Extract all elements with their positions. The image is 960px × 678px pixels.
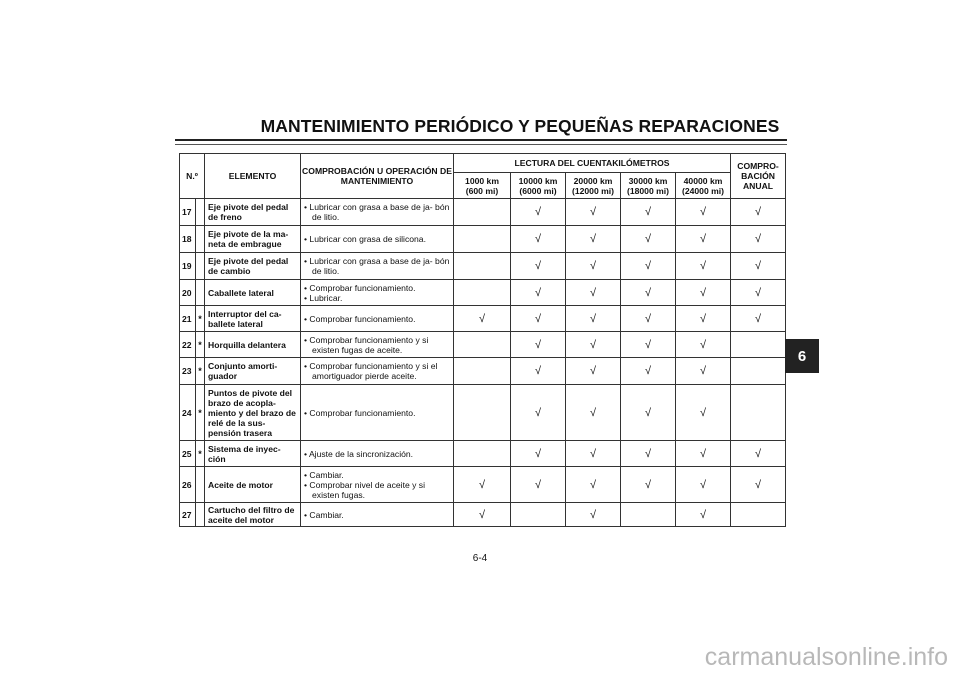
check-cell [731,503,786,527]
header-km-value: 10000 km [518,175,558,186]
operation-bullet: • Comprobar funcionamiento. [304,314,453,324]
row-operation [301,280,454,306]
row-element: Eje pivote de la ma- neta de embrague [205,226,301,253]
header-km-value: 40000 km [683,175,723,186]
check-mark-icon: √ [644,338,652,351]
check-cell [454,306,511,332]
check-mark-icon: √ [754,447,762,460]
check-mark-icon: √ [534,206,542,218]
check-mark-icon: √ [534,406,542,419]
check-cell [676,503,731,527]
check-mark-icon: √ [699,206,707,218]
check-cell [676,226,731,253]
check-cell [454,358,511,385]
check-cell [566,199,621,226]
check-mark-icon: √ [644,406,652,419]
row-element: Cartucho del filtro de aceite del motor [205,503,301,527]
watermark: carmanualsonline.info [704,643,948,671]
check-cell [566,441,621,467]
check-mark-icon: √ [589,233,597,245]
check-mark-icon: √ [754,260,762,272]
page-number: 6-4 [472,553,488,564]
check-mark-icon: √ [534,365,542,377]
check-cell [621,467,676,503]
check-cell [566,385,621,441]
check-mark-icon: √ [534,233,542,245]
check-cell [731,199,786,226]
header-element: ELEMENTO [205,154,301,199]
check-mark-icon: √ [754,478,762,491]
row-element: Caballete lateral [205,280,301,306]
header-mi-value: (600 mi) [465,185,499,196]
check-mark-icon: √ [699,312,707,325]
check-cell [676,441,731,467]
row-element: Conjunto amorti- guador [205,358,301,385]
row-operation [301,385,454,441]
row-element: Eje pivote del pedal de cambio [205,253,301,280]
check-mark-icon: √ [699,365,707,377]
check-mark-icon: √ [754,286,762,299]
header-km-col [566,173,621,199]
row-element: Puntos de pivote del brazo de acopla- miento y del brazo de relé de la sus- pensión trasera [205,385,301,441]
check-mark-icon: √ [589,286,597,299]
check-cell [621,199,676,226]
row-asterisk: * [196,358,205,385]
check-cell [454,385,511,441]
row-asterisk [196,253,205,280]
check-cell [731,226,786,253]
check-cell [511,467,566,503]
check-mark-icon: √ [754,312,762,325]
header-km-col [676,173,731,199]
check-mark-icon: √ [589,206,597,218]
row-asterisk: * [196,385,205,441]
check-cell [621,385,676,441]
table-row [180,385,786,441]
table-row [180,332,786,358]
check-cell [511,332,566,358]
row-number: 23 [180,358,196,385]
row-operation [301,467,454,503]
check-cell [731,441,786,467]
check-cell [454,332,511,358]
check-mark-icon: √ [534,286,542,299]
check-cell [566,358,621,385]
check-cell [621,306,676,332]
check-mark-icon: √ [699,338,707,351]
operation-bullet: • Comprobar funcionamiento y si existen fugas de aceite. [304,335,453,355]
row-element: Eje pivote del pedal de freno [205,199,301,226]
check-cell [566,503,621,527]
check-cell [621,441,676,467]
row-asterisk: * [196,332,205,358]
page-title: MANTENIMIENTO PERIÓDICO Y PEQUEÑAS REPARACIONES [260,116,780,136]
row-asterisk [196,199,205,226]
check-cell [621,280,676,306]
operation-bullet: • Lubricar. [304,293,453,303]
operation-bullet: • Lubricar con grasa a base de ja- bón de litio. [304,256,453,276]
check-cell [454,467,511,503]
check-cell [511,441,566,467]
check-cell [454,280,511,306]
operation-bullet: • Comprobar nivel de aceite y si existen fugas. [304,480,453,500]
check-cell [511,253,566,280]
row-operation [301,253,454,280]
check-mark-icon: √ [644,286,652,299]
check-cell [731,467,786,503]
check-cell [731,306,786,332]
table-row [180,467,786,503]
check-cell [676,467,731,503]
row-number: 17 [180,199,196,226]
check-mark-icon: √ [589,478,597,491]
check-mark-icon: √ [589,338,597,351]
check-cell [566,226,621,253]
check-mark-icon: √ [644,365,652,377]
table-row [180,253,786,280]
check-mark-icon: √ [699,508,707,521]
check-mark-icon: √ [478,478,486,491]
check-cell [454,441,511,467]
check-cell [676,385,731,441]
header-mi-value: (6000 mi) [519,185,557,196]
row-operation [301,441,454,467]
check-mark-icon: √ [589,447,597,460]
row-element: Horquilla delantera [205,332,301,358]
check-mark-icon: √ [699,447,707,460]
check-mark-icon: √ [754,233,762,245]
check-mark-icon: √ [478,508,486,521]
row-element: Sistema de inyec- ción [205,441,301,467]
row-asterisk [196,226,205,253]
row-element: Aceite de motor [205,467,301,503]
header-operation: COMPROBACIÓN U OPERACIÓN DE MANTENIMIENTO [301,154,454,199]
table-row [180,503,786,527]
row-asterisk [196,467,205,503]
check-cell [566,306,621,332]
header-annual: COMPRO- BACIÓN ANUAL [731,154,786,199]
check-mark-icon: √ [644,206,652,218]
check-mark-icon: √ [699,233,707,245]
check-cell [676,332,731,358]
row-operation [301,226,454,253]
maintenance-table [179,153,786,527]
check-cell [511,199,566,226]
check-mark-icon: √ [478,312,486,325]
check-cell [621,253,676,280]
check-cell [454,226,511,253]
operation-bullet: • Cambiar. [304,510,453,520]
header-km-col [511,173,566,199]
check-cell [731,358,786,385]
table-row [180,199,786,226]
row-number: 25 [180,441,196,467]
operation-bullet: • Cambiar. [304,470,453,480]
check-cell [676,199,731,226]
title-rule-thin [175,144,787,145]
header-mi-value: (18000 mi) [626,185,670,196]
row-number: 18 [180,226,196,253]
row-number: 22 [180,332,196,358]
operation-bullet: • Comprobar funcionamiento. [304,283,453,293]
check-cell [676,253,731,280]
check-mark-icon: √ [589,406,597,419]
row-operation [301,306,454,332]
table-row [180,226,786,253]
check-cell [731,253,786,280]
check-mark-icon: √ [589,508,597,521]
check-cell [566,280,621,306]
check-mark-icon: √ [699,286,707,299]
check-mark-icon: √ [644,260,652,272]
check-mark-icon: √ [644,447,652,460]
table-row [180,306,786,332]
chapter-tab: 6 [785,339,819,373]
check-cell [511,385,566,441]
check-cell [676,306,731,332]
check-cell [511,306,566,332]
header-km-col [621,173,676,199]
header-km-value: 20000 km [573,175,613,186]
check-mark-icon: √ [699,260,707,272]
check-mark-icon: √ [534,338,542,351]
row-element: Interruptor del ca- ballete lateral [205,306,301,332]
row-number: 21 [180,306,196,332]
check-mark-icon: √ [699,478,707,491]
check-cell [511,280,566,306]
check-cell [454,253,511,280]
operation-bullet: • Comprobar funcionamiento. [304,408,453,418]
check-cell [621,226,676,253]
check-cell [676,280,731,306]
check-mark-icon: √ [754,206,762,218]
check-mark-icon: √ [589,260,597,272]
operation-bullet: • Ajuste de la sincronización. [304,449,453,459]
check-cell [566,332,621,358]
row-asterisk [196,280,205,306]
header-km-col [454,173,511,199]
check-mark-icon: √ [534,260,542,272]
table-row [180,358,786,385]
row-number: 27 [180,503,196,527]
row-operation [301,199,454,226]
check-cell [454,503,511,527]
check-cell [676,358,731,385]
check-cell [566,467,621,503]
header-km-value: 30000 km [628,175,668,186]
row-asterisk: * [196,306,205,332]
check-cell [621,358,676,385]
row-number: 26 [180,467,196,503]
check-mark-icon: √ [644,478,652,491]
check-cell [731,385,786,441]
check-cell [511,226,566,253]
table-row [180,441,786,467]
check-mark-icon: √ [534,447,542,460]
title-rule-thick [175,139,787,141]
row-operation [301,332,454,358]
operation-bullet: • Lubricar con grasa de silicona. [304,234,453,244]
check-mark-icon: √ [589,312,597,325]
check-cell [731,332,786,358]
check-cell [621,332,676,358]
row-asterisk: * [196,441,205,467]
operation-bullet: • Lubricar con grasa a base de ja- bón de litio. [304,202,453,222]
check-cell [731,280,786,306]
header-mi-value: (12000 mi) [571,185,615,196]
table-row [180,280,786,306]
check-mark-icon: √ [644,233,652,245]
check-cell [566,253,621,280]
check-mark-icon: √ [589,365,597,377]
check-cell [511,358,566,385]
row-number: 19 [180,253,196,280]
check-cell [511,503,566,527]
check-cell [621,503,676,527]
check-mark-icon: √ [534,312,542,325]
check-mark-icon: √ [644,312,652,325]
row-operation [301,358,454,385]
header-km-value: 1000 km [465,175,499,186]
operation-bullet: • Comprobar funcionamiento y si el amortiguador pierde aceite. [304,361,453,381]
header-odometer: LECTURA DEL CUENTAKILÓMETROS [454,154,731,173]
row-number: 24 [180,385,196,441]
header-mi-value: (24000 mi) [681,185,725,196]
header-num: N.º [180,154,205,199]
check-mark-icon: √ [699,406,707,419]
check-mark-icon: √ [534,478,542,491]
row-asterisk [196,503,205,527]
check-cell [454,199,511,226]
row-operation [301,503,454,527]
row-number: 20 [180,280,196,306]
